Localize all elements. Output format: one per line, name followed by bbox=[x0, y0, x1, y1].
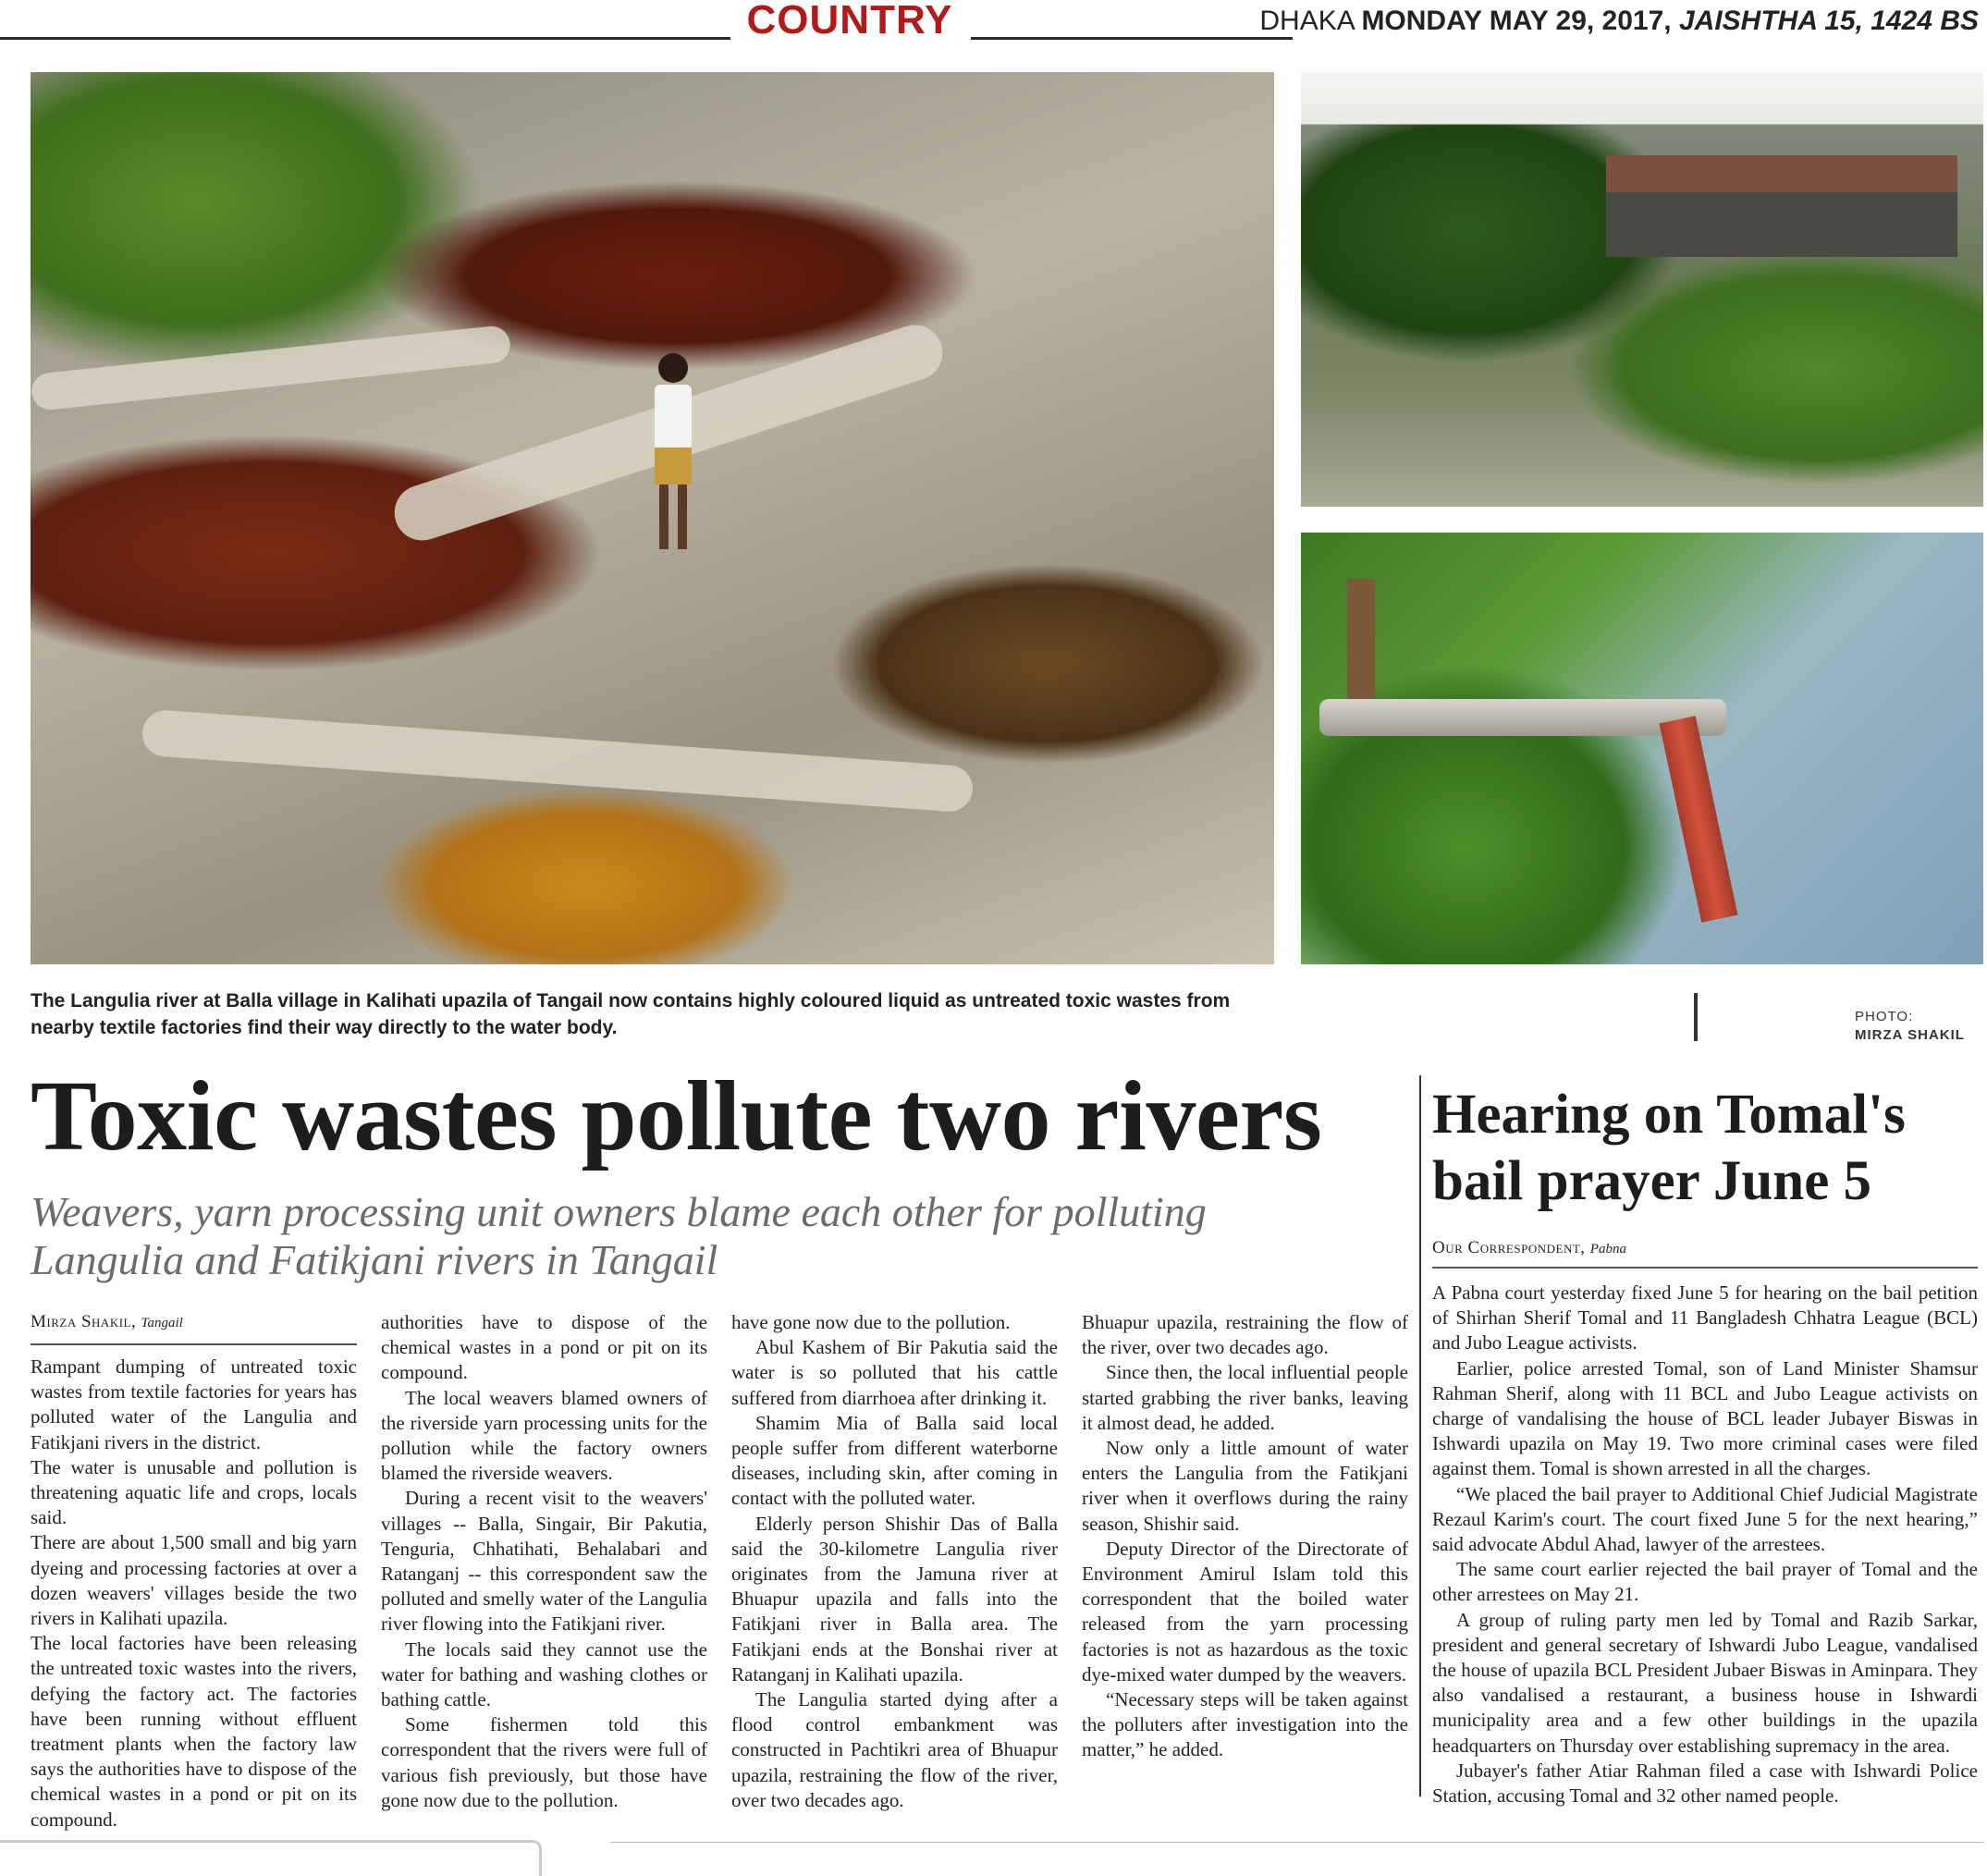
header-rule-right bbox=[971, 37, 1293, 40]
story-a-paragraph: Rampant dumping of untreated toxic wastes from textile factories for years has polluted water of the Langulia and Fatikjani rivers in the district. bbox=[31, 1355, 357, 1453]
story-a-paragraph: Some fishermen told this correspondent that the rivers were full of various fish previously, but those have gone now due to the pollution. bbox=[381, 1713, 707, 1811]
headline-tomal-bail: Hearing on Tomal's bail prayer June 5 bbox=[1432, 1084, 1906, 1212]
story-a-deck: Weavers, yarn processing unit owners blame each other for polluting Langulia and Fatikjani rivers in Tangail bbox=[31, 1188, 1207, 1283]
story-a-byline-name: Mirza Shakil, bbox=[31, 1312, 137, 1331]
credit-divider bbox=[1694, 993, 1698, 1041]
story-a-paragraph: There are about 1,500 small and big yarn dyeing and processing factories at over a dozen weavers' villages beside the two rivers in Kalihati upazila. bbox=[31, 1531, 357, 1630]
story-a-paragraph: The local factories have been releasing the untreated toxic wastes into the rivers, defying the factory act. The factories have been running without effluent treatment plants when the factory law says the authorities have to dispose of the chemical wastes in a pond or pit on its compound. bbox=[31, 1632, 357, 1831]
photo-caption: The Langulia river at Balla village in Kalihati upazila of Tangail now contains highly coloured liquid as untreated toxic wastes from nearby textile factories find their way directly to the water body. bbox=[31, 990, 1231, 1038]
photo-credit-label: PHOTO: bbox=[1855, 1009, 1914, 1024]
story-a-paragraph: The water is unusable and pollution is threatening aquatic life and crops, locals said. bbox=[31, 1455, 357, 1529]
story-a-paragraph: The locals said they cannot use the water for bathing and washing clothes or bathing cattle. bbox=[381, 1637, 707, 1711]
story-a-paragraph-continued: have gone now due to the pollution. bbox=[731, 1311, 1011, 1333]
story-b-byline-place: Pabna bbox=[1589, 1242, 1626, 1257]
section-label: COUNTRY bbox=[746, 0, 953, 43]
story-b-column bbox=[1432, 1281, 1978, 1809]
story-a-paragraph: During a recent visit to the weavers' villages -- Balla, Singair, Bir Pakutia, Tenguria, Chhatihati, Behalabari and Ratanganj -- this correspondent saw the polluted and smelly water of the Langulia river flowing into the Fatikjani river. bbox=[381, 1487, 707, 1636]
story-b-byline-name: Our Correspondent, bbox=[1432, 1238, 1586, 1257]
story-b-paragraph: A Pabna court yesterday fixed June 5 for hearing on the bail petition of Shirhan Sherif Tomal and 11 Bangladesh Chhatra League (BCL) and Jubo League activists. bbox=[1432, 1281, 1978, 1355]
photo-polluted-river bbox=[31, 72, 1274, 964]
story-b-paragraph: Jubayer's father Atiar Rahman filed a case with Ishwardi Police Station, accusing Tomal and 32 other named people. bbox=[1432, 1759, 1978, 1808]
story-b-byline-rule bbox=[1432, 1267, 1978, 1269]
byline-rule bbox=[31, 1343, 357, 1345]
story-a-column-2 bbox=[381, 1310, 707, 1811]
child-figure bbox=[632, 349, 715, 562]
story-b-byline bbox=[1432, 1237, 1978, 1260]
story-a-paragraph: Since then, the local influential people started grabbing the river banks, leaving it almost dead, he added. bbox=[1082, 1361, 1408, 1434]
dateline-city: DHAKA bbox=[1259, 6, 1355, 36]
story-a-paragraph: Deputy Director of the Directorate of Environment Amirul Islam told this correspondent that the boiled water released from the yarn processing factories is not as hazardous as the toxic dye-mixed water dumped by the weavers. bbox=[1082, 1537, 1408, 1686]
dateline bbox=[1259, 6, 1979, 37]
story-b-paragraph: Earlier, police arrested Tomal, son of Land Minister Shamsur Rahman Sherif, along with 11 BCL and Jubo League activists on charge of vandalising the house of BCL leader Jubayer Biswas in Ishwardi upazila on May 19. Two more criminal cases were filed against them. Tomal is shown arrested in all the charges. bbox=[1432, 1356, 1978, 1480]
dateline-bengali-date: JAISHTHA 15, 1424 BS bbox=[1678, 6, 1979, 36]
story-a-column-4 bbox=[1082, 1310, 1408, 1763]
story-a-paragraph-continued: Bhuapur upazila, restraining the flow of the river, over two decades ago. bbox=[1082, 1311, 1408, 1359]
story-a-paragraph: Elderly person Shishir Das of Balla said the 30-kilometre Langulia river originates from the Jamuna river at Bhuapur upazila and falls into the Fatikjani river in Balla area. The Fatikjani ends at the Bonshai river at Ratanganj in Kalihati upazila. bbox=[731, 1512, 1058, 1686]
story-a-paragraph: Abul Kashem of Bir Pakutia said the water is so polluted that his cattle suffered from diarrhoea after drinking it. bbox=[731, 1336, 1058, 1409]
story-a-paragraph: The Langulia started dying after a flood control embankment was constructed in Pachtikri area of Bhuapur upazila, restraining the flow of the river, over two decades ago. bbox=[731, 1688, 1058, 1811]
photo-credit-name: MIRZA SHAKIL bbox=[1855, 1027, 1965, 1043]
story-b-paragraph: “We placed the bail prayer to Additional Chief Judicial Magistrate Rezaul Karim's court. The court fixed June 5 for the next hearing,” said advocate Abdul Ahad, lawyer of the arrestees. bbox=[1432, 1482, 1978, 1556]
photo-factory-bank bbox=[1301, 72, 1983, 507]
story-b-paragraph: A group of ruling party men led by Tomal and Razib Sarkar, president and general secretary of Ishwardi Jubo League, vandalised the house of upazila BCL President Jubaer Biswas in Aminpara. They also vandalised a restaurant, a business house in Ishwardi municipality area and a few other buildings in the upazila headquarters on Thursday over establishing supremacy in the area. bbox=[1432, 1608, 1978, 1757]
story-a-column-1 bbox=[31, 1311, 357, 1831]
headline-toxic-wastes: Toxic wastes pollute two rivers bbox=[31, 1061, 1322, 1171]
photo-discharge-pipe bbox=[1301, 533, 1983, 964]
story-a-paragraph: Shamim Mia of Balla said local people suffer from different waterborne diseases, including skin, after coming in contact with the polluted water. bbox=[731, 1411, 1058, 1510]
story-a-byline bbox=[31, 1311, 357, 1334]
dateline-date: MONDAY MAY 29, 2017, bbox=[1361, 6, 1672, 36]
story-a-paragraph: Now only a little amount of water enters the Langulia from the Fatikjani river when it overflows during the rainy season, Shishir said. bbox=[1082, 1437, 1408, 1535]
story-divider bbox=[1419, 1075, 1421, 1796]
story-a-column-3 bbox=[731, 1310, 1058, 1811]
photo-credit bbox=[1855, 1008, 1965, 1045]
bottom-rule bbox=[610, 1842, 1984, 1843]
story-a-paragraph-continued: authorities have to dispose of the chemical wastes in a pond or pit on its compound. bbox=[381, 1311, 707, 1384]
story-a-paragraph: The local weavers blamed owners of the riverside yarn processing units for the pollution while the factory owners blamed the riverside weavers. bbox=[381, 1386, 707, 1485]
story-a-paragraph: “Necessary steps will be taken against the polluters after investigation into the matter,” he added. bbox=[1082, 1688, 1408, 1761]
story-a-byline-place: Tangail bbox=[141, 1316, 183, 1330]
story-b-paragraph: The same court earlier rejected the bail prayer of Tomal and the other arrestees on May 21. bbox=[1432, 1558, 1978, 1606]
bottom-frame bbox=[0, 1840, 542, 1876]
header-rule-left bbox=[0, 37, 730, 40]
